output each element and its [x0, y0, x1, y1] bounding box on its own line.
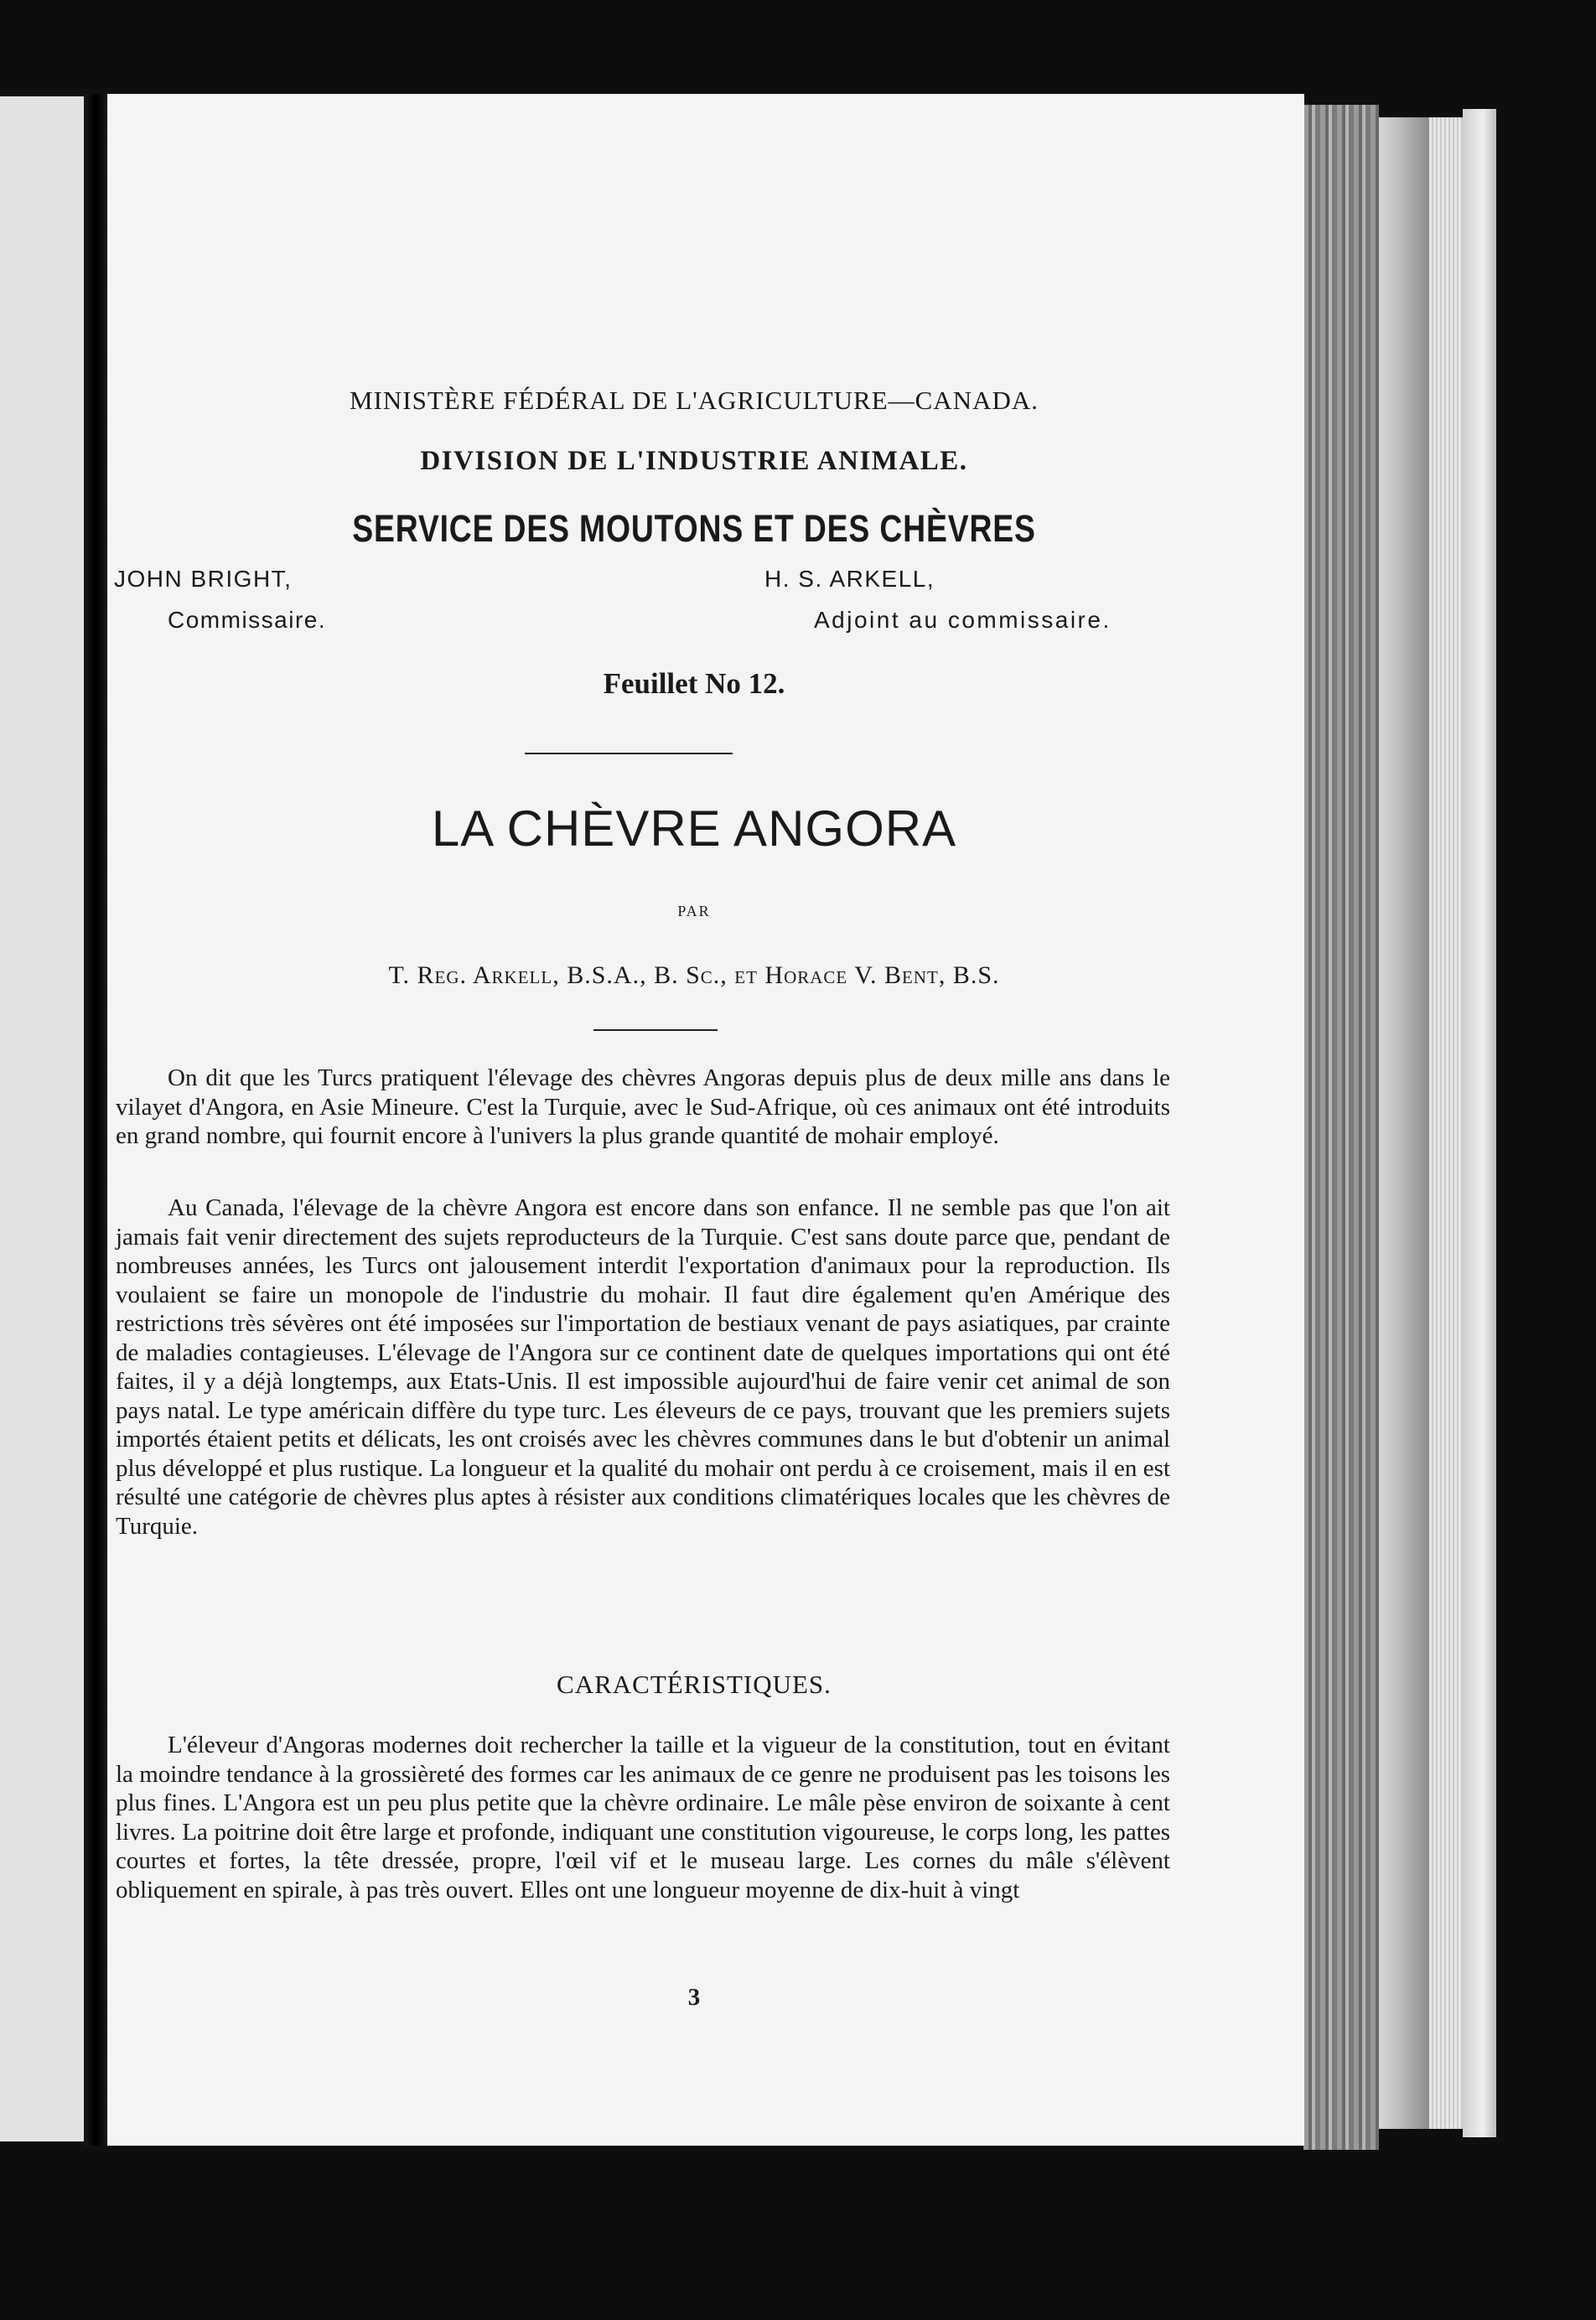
book-cover-edge: [1379, 117, 1429, 2129]
outer-cover-edge: [1463, 109, 1496, 2137]
page-number: 3: [687, 1984, 701, 2011]
paragraph-canada: [116, 1194, 1170, 1541]
book-gutter: [84, 94, 107, 2146]
document-page: [107, 94, 1304, 2146]
byline-par: PAR: [677, 903, 711, 919]
paragraph-characteristics: [116, 1731, 1170, 1904]
facing-page-edge: [0, 96, 84, 2141]
service-heading: SERVICE DES MOUTONS ET DES CHÈVRES: [352, 507, 1036, 550]
section-heading: CARACTÉRISTIQUES.: [557, 1670, 832, 1699]
sheet-number: Feuillet No 12.: [603, 667, 785, 700]
ministry-heading: MINISTÈRE FÉDÉRAL DE L'AGRICULTURE—CANADA.: [350, 386, 1039, 415]
document-title: LA CHÈVRE ANGORA: [431, 800, 957, 857]
paragraph-text: Au Canada, l'élevage de la chèvre Angora est encore dans son enfance. Il ne semble pas que l'on ait jamais fait venir directement des sujets reproducteurs de la Turquie. C'est sans doute parce que, pendant de nombreuses années, les Turcs ont jalousement interdit l'exportation d'animaux pour la reproduction. Ils voulaient se faire un monopole de l'industrie du mohair. Il faut dire également qu'en Amérique des restrictions très sévères ont été imposées sur l'importation de bestiaux venant de pays asiatiques, par crainte de maladies contagieuses. L'élevage de l'Angora sur ce continent date de quelques importations qui ont été faites, il y a déjà longtemps, aux Etats-Unis. Il est impossible aujourd'hui de faire venir cet animal de son pays natal. Le type américain diffère du type turc. Les éleveurs de ce pays, trouvant que les premiers sujets importés étaient petits et délicats, les ont croisés avec les chèvres communes dans le but d'obtenir un animal plus développé et plus rustique. La longueur et la qualité du mohair ont perdu à ce croisement, mais il en est résulté une catégorie de chèvres plus aptes à résister aux conditions climatériques locales que les chèvres de Turquie.: [116, 1194, 1170, 1540]
paragraph-text: On dit que les Turcs pratiquent l'élevage des chèvres Angoras depuis plus de deux mille ans dans le vilayet d'Angora, en Asie Mineure. C'est la Turquie, avec le Sud-Afrique, où ces animaux ont été introduits en grand nombre, qui fournit encore à l'univers la plus grande quantité de mohair employé.: [116, 1064, 1170, 1149]
paragraph-intro: [116, 1064, 1170, 1151]
assistant-role: Adjoint au commissaire.: [814, 607, 1112, 633]
divider-rule: [593, 1029, 718, 1031]
commissioner-role: Commissaire.: [168, 607, 327, 633]
division-heading: DIVISION DE L'INDUSTRIE ANIMALE.: [420, 446, 968, 476]
authors-line: [107, 961, 1281, 990]
authors-text: T. Reg. Arkell, B.S.A., B. Sc., et Horace V. Bent, B.S.: [388, 961, 1000, 989]
assistant-name: H. S. ARKELL,: [764, 566, 935, 592]
divider-rule: [525, 753, 733, 754]
commissioner-name: JOHN BRIGHT,: [114, 566, 293, 592]
inner-page-stack: [1429, 117, 1463, 2129]
page-edges: [1303, 105, 1379, 2150]
paragraph-text: L'éleveur d'Angoras modernes doit rechercher la taille et la vigueur de la constitution, tout en évitant la moindre tendance à la grossièreté des formes car les animaux de ce genre ne produisent pas les toisons les plus fines. L'Angora est un peu plus petite que la chèvre ordinaire. Le mâle pèse environ de soixante à cent livres. La poitrine doit être large et profonde, indiquant une constitution vigoureuse, le corps long, les pattes courtes et fortes, la tête dressée, propre, l'œil vif et le museau large. Les cornes du mâle s'élèvent obliquement en spirale, à pas très ouvert. Elles ont une longueur moyenne de dix-huit à vingt: [116, 1732, 1170, 1903]
